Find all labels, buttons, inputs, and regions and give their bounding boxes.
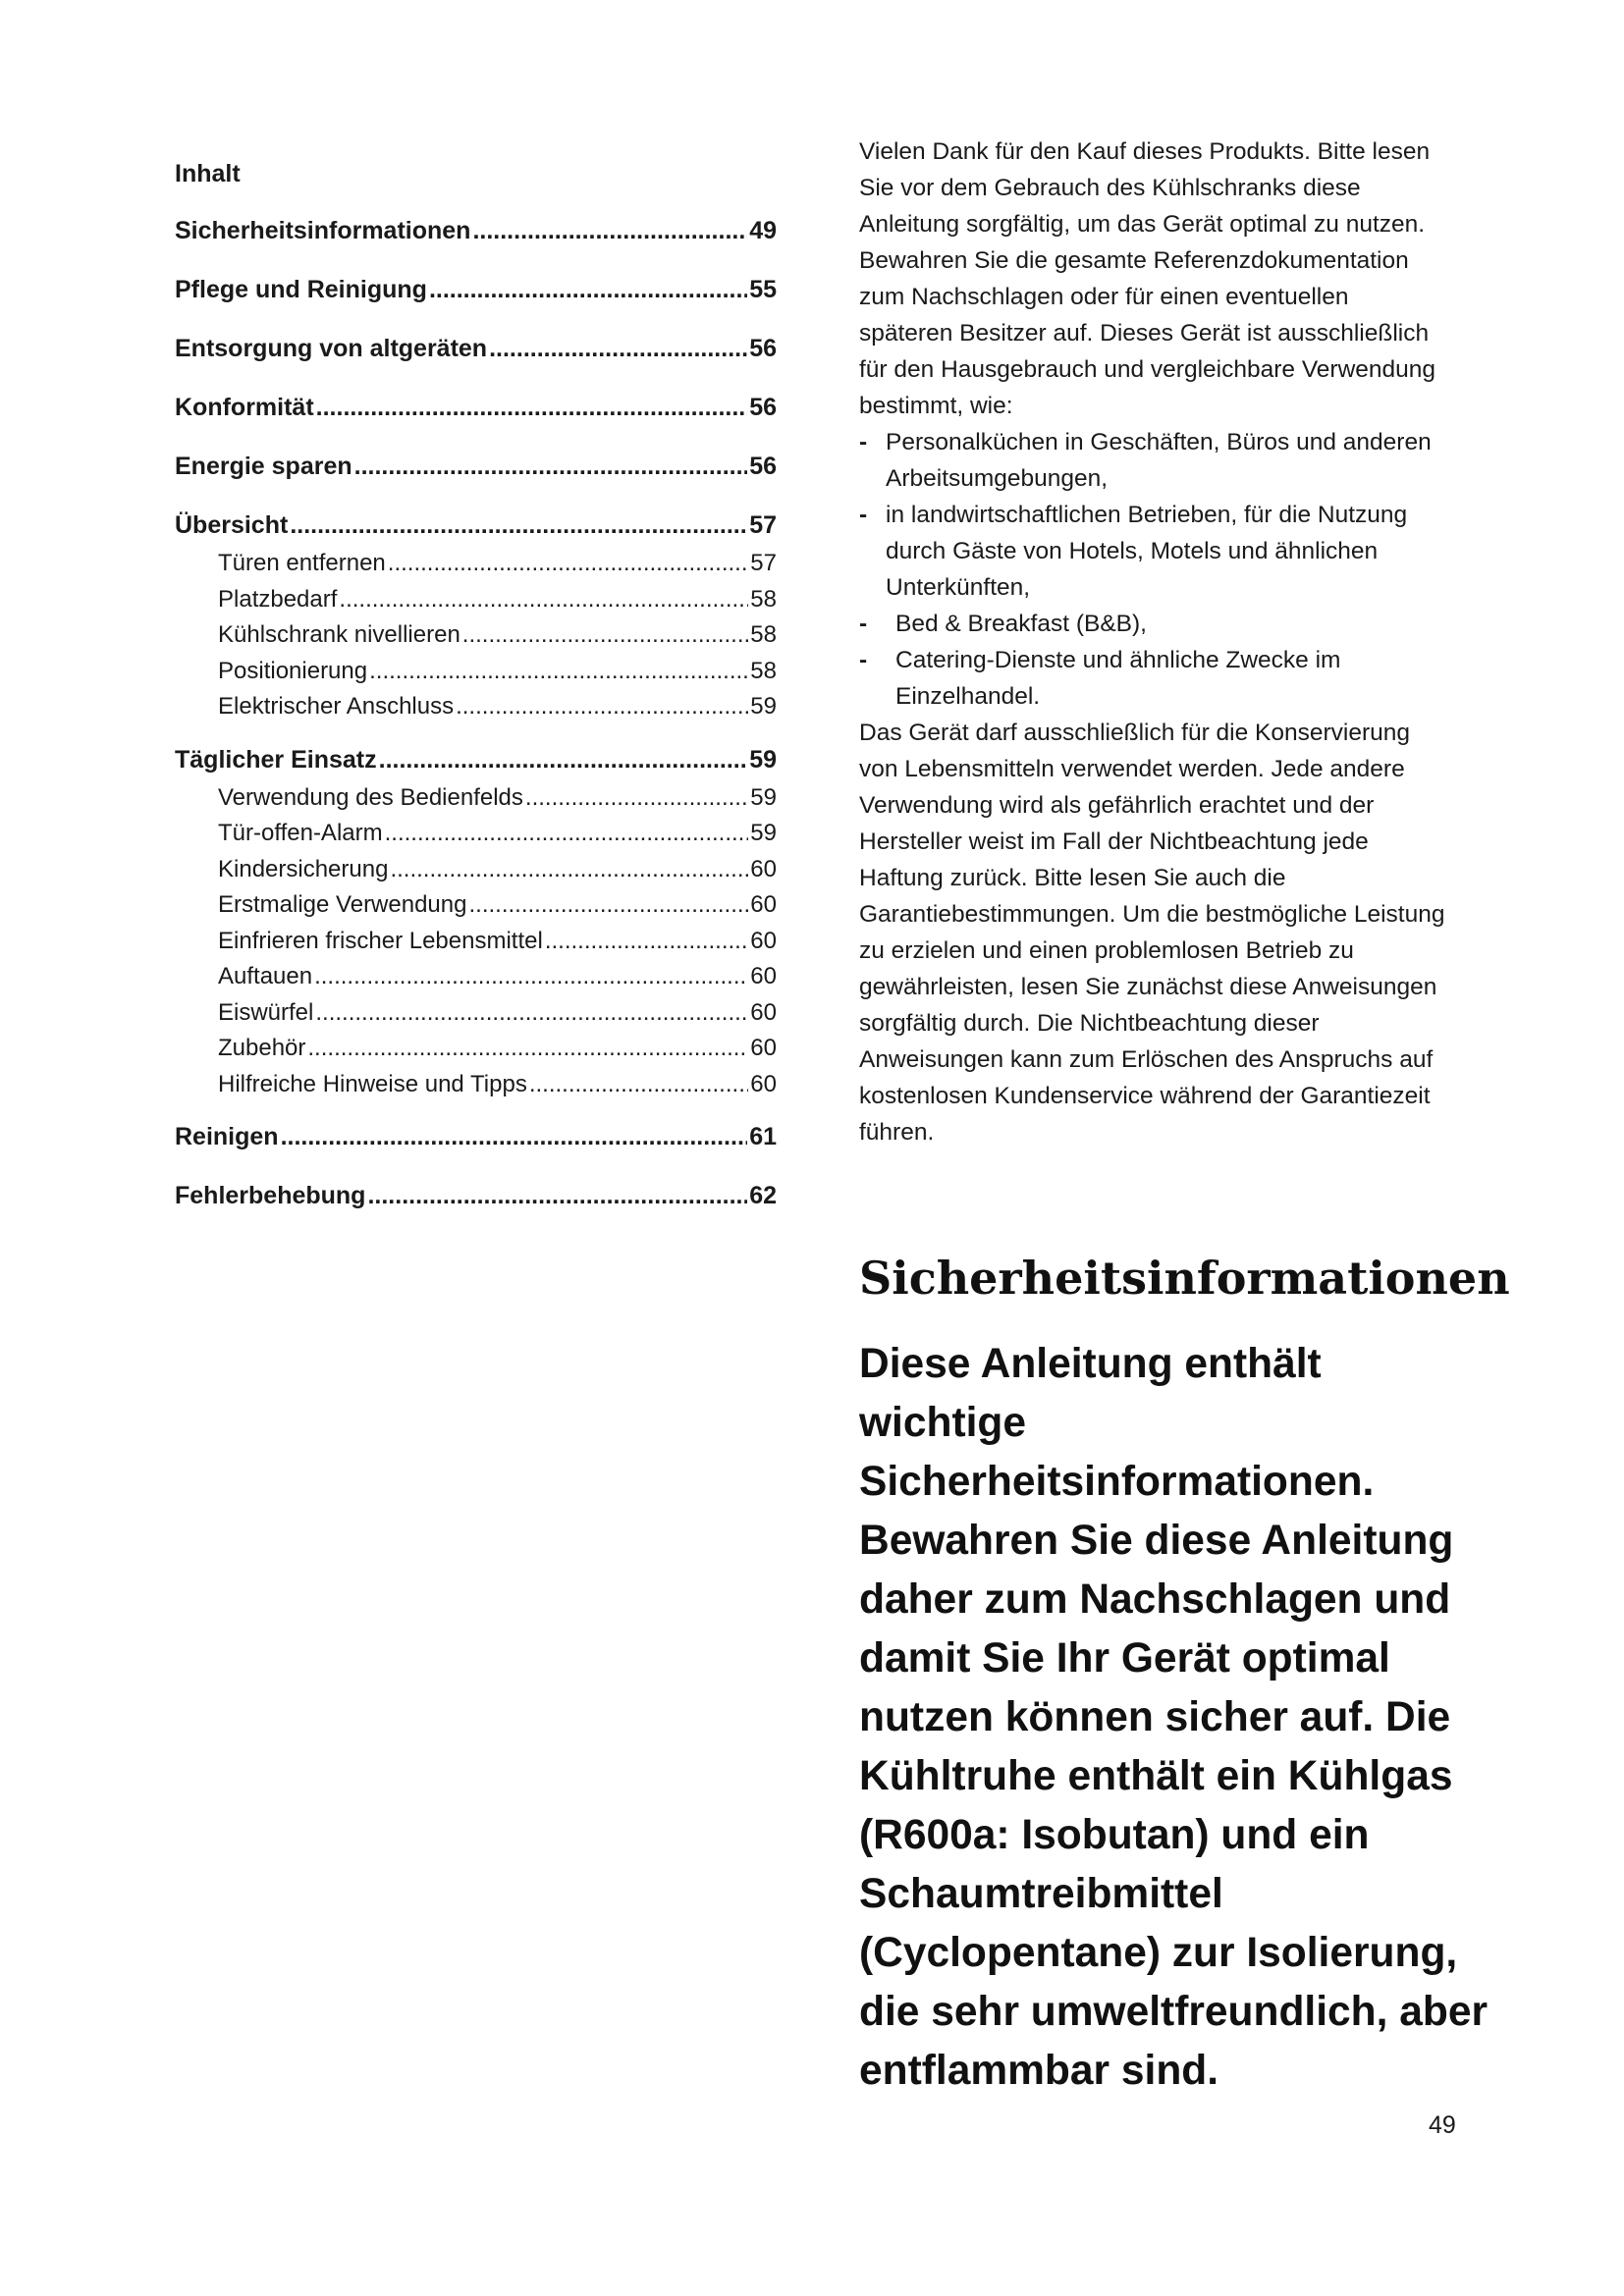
toc-entry-label: Konformität [175,394,314,421]
toc-entry [175,275,777,304]
toc-sub-label: Türen entfernen [218,550,386,576]
toc-main-row[interactable] [175,745,777,774]
toc-sub-page: 60 [750,891,777,918]
toc-leader-dots [429,275,747,304]
toc-sub-label: Zubehör [218,1035,306,1061]
toc-leader-dots [354,452,748,481]
toc-leader-dots [315,995,748,1032]
toc-entry [175,1181,777,1210]
toc-leader-dots [468,887,748,924]
toc-main-row[interactable] [175,1122,777,1151]
toc-main-row[interactable] [175,393,777,422]
intro-paragraph: Das Gerät darf ausschließlich für die Konservierung von Lebensmitteln verwendet werden. Jede andere Verwendung wird als gefährlich erachtet und der Hersteller weist im Fall der Nichtbeachtung jede Haftung zurück. Bitte lesen Sie auch die Garantiebestimmungen. Um die bestmögliche Leistung zu erzielen und einen problemlosen Betrieb zu gewährleisten, lesen Sie zunächst diese Anweisungen sorgfältig durch. Die Nichtbeachtung dieser Anweisungen kann zum Erlöschen des Anspruchs auf kostenlosen Kundenservice während der Garantiezeit führen. [859,720,1445,1146]
toc-entry-label: Entsorgung von altgeräten [175,335,488,362]
toc-sub-page: 60 [750,1035,777,1061]
toc-sub-row[interactable] [175,780,777,817]
toc-leader-dots [379,745,748,774]
table-of-contents [175,159,777,1240]
toc-entry [175,745,777,1103]
toc-leader-dots [339,582,748,618]
toc-sub-page: 58 [750,657,777,684]
toc-entry-page: 49 [749,217,777,244]
toc-entry-label: Pflege und Reinigung [175,276,427,303]
toc-sub-row[interactable] [175,546,777,582]
toc-sub-label: Elektrischer Anschluss [218,693,455,720]
toc-entry [175,216,777,245]
toc-leader-dots [281,1122,748,1151]
toc-entry [175,1122,777,1151]
toc-entry [175,334,777,363]
toc-sub-page: 58 [750,621,777,648]
toc-sub-row[interactable] [175,959,777,995]
toc-sub-row[interactable] [175,852,777,888]
toc-main-row[interactable] [175,452,777,481]
toc-sub-page: 60 [750,927,777,954]
toc-entry-page: 61 [749,1123,777,1150]
bullet-item [859,606,1448,642]
toc-leader-dots [369,654,748,690]
toc-sub-row[interactable] [175,816,777,852]
toc-main-row[interactable] [175,275,777,304]
toc-sub-label: Erstmalige Verwendung [218,891,467,918]
bullet-text: Bed & Breakfast (B&B), [895,611,1147,637]
toc-sub-label: Verwendung des Bedienfelds [218,783,523,811]
toc-sub-label: Hilfreiche Hinweise und Tipps [218,1070,527,1097]
toc-sub-row[interactable] [175,887,777,924]
usage-bullet-list [859,424,1448,715]
toc-sub-label: Positionierung [218,657,368,684]
toc-main-row[interactable] [175,216,777,245]
toc-leader-dots [367,1181,747,1210]
toc-sub-label: Eiswürfel [218,998,314,1026]
toc-sub-page: 60 [750,1070,777,1097]
bullet-item [859,424,1448,497]
safety-warning: Diese Anleitung enthält wichtige Sicherheitsinformationen. Bewahren Sie diese Anleitung daher zum Nachschlagen und damit Sie Ihr Gerät optimal nutzen können sicher auf. Die Kühltruhe enthält ein Kühlgas (R600a: Isobutan) und ein Schaumtreibmittel (Cyclopentane) zur Isolierung, die sehr umweltfreundlich, aber entflammbar sind. [859,1341,1489,2094]
toc-leader-dots [462,617,749,654]
bullet-item [859,497,1448,606]
toc-entry-page: 62 [749,1182,777,1209]
toc-sub-row[interactable] [175,617,777,654]
toc-leader-dots [307,1031,748,1067]
toc-title: Inhalt [175,160,241,187]
toc-sub-row[interactable] [175,689,777,725]
toc-entry-label: Energie sparen [175,453,352,480]
section-heading: Sicherheitsinformationen [859,1252,1510,1305]
toc-sub-page: 58 [750,585,777,613]
toc-leader-dots [489,334,747,363]
page-number: 49 [1429,2111,1456,2139]
toc-sub-row[interactable] [175,582,777,618]
toc-leader-dots [290,510,747,540]
toc-leader-dots [456,689,748,725]
bullet-text: Catering-Dienste und ähnliche Zwecke im Einzelhandel. [895,647,1341,710]
toc-entry-label: Sicherheitsinformationen [175,217,471,244]
toc-entry [175,393,777,422]
toc-leader-dots [314,959,748,995]
toc-entry-label: Übersicht [175,511,289,539]
toc-sub-label: Kühlschrank nivellieren [218,621,460,648]
toc-leader-dots [525,780,748,817]
toc-main-row[interactable] [175,334,777,363]
intro-text-block [859,133,1448,1150]
toc-sub-page: 59 [750,820,777,846]
bullet-item [859,642,1448,715]
toc-sub-page: 57 [750,550,777,576]
toc-sub-label: Kindersicherung [218,855,389,882]
toc-leader-dots [388,546,749,582]
toc-entry [175,510,777,725]
toc-leader-dots [316,393,748,422]
toc-leader-dots [390,852,748,888]
bullet-text: in landwirtschaftlichen Betrieben, für die Nutzung durch Gäste von Hotels, Motels und ähnlichen Unterkünften, [886,502,1408,601]
bullet-dash: - [859,502,868,528]
bullet-text: Personalküchen in Geschäften, Büros und anderen Arbeitsumgebungen, [886,429,1432,492]
toc-sub-label: Auftauen [218,963,313,989]
toc-leader-dots [385,816,749,852]
toc-entry-label: Täglicher Einsatz [175,745,377,774]
toc-entry-page: 56 [749,394,777,421]
toc-sub-row[interactable] [175,924,777,960]
toc-sub-label: Platzbedarf [218,585,338,613]
toc-sub-row[interactable] [175,995,777,1032]
toc-sub-row[interactable] [175,1031,777,1067]
toc-entry-page: 55 [749,276,777,303]
toc-leader-dots [545,924,748,960]
toc-sub-label: Einfrieren frischer Lebensmittel [218,927,543,954]
toc-sub-row[interactable] [175,654,777,690]
toc-entry-page: 56 [749,335,777,362]
toc-entry-label: Fehlerbehebung [175,1182,366,1209]
bullet-dash: - [859,611,868,637]
toc-main-row[interactable] [175,1181,777,1210]
toc-entry-page: 57 [749,511,777,539]
toc-main-row[interactable] [175,510,777,540]
toc-leader-dots [472,216,747,245]
toc-sub-page: 59 [750,693,777,720]
toc-sub-page: 60 [750,963,777,989]
toc-sub-page: 60 [750,998,777,1026]
toc-entry-page: 59 [749,745,777,774]
toc-entry-page: 56 [749,453,777,480]
toc-leader-dots [529,1067,748,1103]
bullet-dash: - [859,647,868,673]
toc-sub-page: 60 [750,855,777,882]
toc-entry-label: Reinigen [175,1123,279,1150]
toc-sub-row[interactable] [175,1067,777,1103]
intro-paragraph: Vielen Dank für den Kauf dieses Produkts. Bitte lesen Sie vor dem Gebrauch des Kühlschranks diese Anleitung sorgfältig, um das Gerät optimal zu nutzen. Bewahren Sie die gesamte Referenzdokumentation zum Nachschlagen oder für einen eventuellen späteren Besitzer auf. Dieses Gerät ist ausschließlich für den Hausgebrauch und vergleichbare Verwendung bestimmt, wie: [859,138,1436,419]
toc-entry [175,452,777,481]
toc-sub-label: Tür-offen-Alarm [218,820,383,846]
bullet-dash: - [859,429,868,455]
toc-sub-page: 59 [750,783,777,811]
